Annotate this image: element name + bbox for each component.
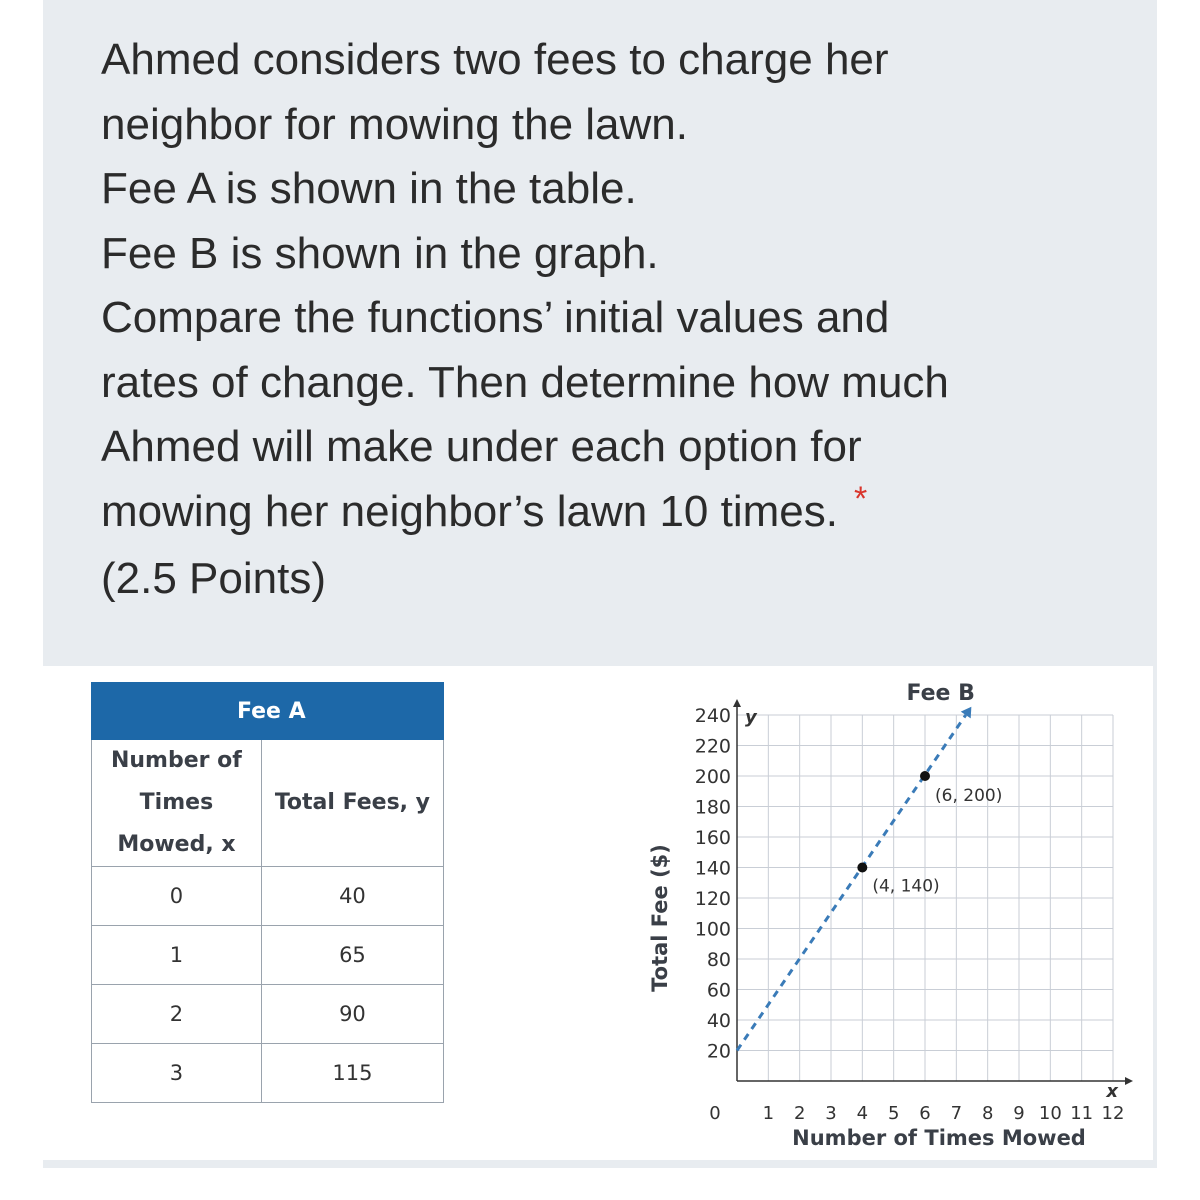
col-header-fees: Total Fees, y [261,740,443,867]
question-line: rates of change. Then determine how much [101,357,949,407]
y-tick-label: 60 [706,979,731,1002]
question-line: Ahmed considers two fees to charge her [101,35,889,84]
question-line-text: mowing her neighbor’s lawn 10 times. [101,486,838,536]
x-tick-label: 4 [856,1103,869,1124]
required-asterisk: * [853,479,868,518]
y-axis-arrow [733,699,741,707]
data-point-label: (6, 200) [935,786,1003,806]
cell-x: 0 [92,867,262,926]
cell-y: 40 [261,867,443,926]
question-figure [43,666,1153,1160]
x-tick-label: 10 [1038,1103,1062,1124]
x-axis-label: Number of Times Mowed [792,1126,1086,1150]
data-point [920,771,930,781]
cell-x: 2 [92,985,262,1044]
fee-b-chart [43,666,1153,1160]
y-tick-label: 200 [694,766,731,788]
y-tick-label: 120 [694,888,731,910]
question-line-last [101,480,1101,548]
question-line: Ahmed will make under each option for [101,422,862,471]
origin-label: 0 [709,1103,721,1124]
data-point [857,863,867,873]
cell-y: 115 [261,1044,443,1103]
x-axis-arrow [1125,1077,1133,1085]
y-tick-label: 160 [694,827,731,849]
question-line: Compare the functions’ initial values and [101,293,890,342]
col-header-line: Number of [110,748,242,773]
y-tick-label: 80 [706,949,731,971]
cell-x: 1 [92,926,262,985]
y-tick-label: 140 [694,857,731,880]
x-tick-label: 5 [887,1103,900,1124]
x-axis-letter: x [1106,1081,1118,1102]
fee-a-title: Fee A [92,683,444,740]
x-tick-label: 6 [919,1103,931,1124]
question-line: Fee A is shown in the table. [101,164,637,213]
x-tick-label: 3 [825,1103,837,1124]
x-tick-label: 11 [1070,1103,1094,1124]
chart-title: Fee B [906,681,975,706]
y-tick-label: 100 [694,918,731,941]
data-point-label: (4, 140) [872,876,940,897]
y-axis-letter: y [745,707,757,728]
cell-y: 65 [261,926,443,985]
x-tick-label: 12 [1101,1103,1125,1124]
question-line: neighbor for mowing the lawn. [101,99,688,149]
question-line: Fee B is shown in the graph. [101,228,659,278]
y-tick-label: 220 [694,735,731,758]
col-header-line: Mowed, x [117,832,236,857]
x-tick-label: 7 [950,1103,963,1124]
col-header-line: Times [139,790,214,815]
points-label: (2.5 Points) [101,554,326,603]
x-tick-label: 2 [793,1103,806,1124]
y-axis-label: Total Fee ($) [648,844,672,992]
x-tick-label: 9 [1013,1103,1025,1124]
cell-x: 3 [92,1044,262,1103]
cell-y: 90 [261,985,443,1044]
x-tick-label: 1 [762,1103,775,1124]
x-tick-label: 8 [981,1103,994,1124]
question-text [101,28,1101,612]
y-tick-label: 40 [706,1010,731,1032]
y-tick-label: 240 [694,705,731,727]
y-tick-label: 20 [706,1040,731,1063]
y-tick-label: 180 [694,796,731,819]
